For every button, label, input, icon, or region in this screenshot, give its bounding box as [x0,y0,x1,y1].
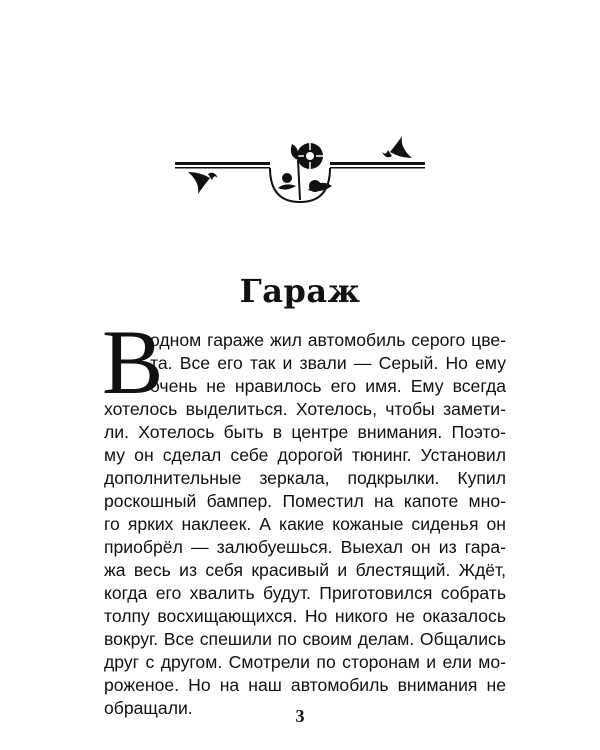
text-line: толпу восхищающихся. Но никого не оказалось [104,606,506,626]
page-title: Гараж [239,272,361,310]
text-line: та. Все его так и звали — Серый. Но ему [150,353,506,373]
text-line: роскошный бампер. Поместил на капоте мно- [104,491,506,511]
text-line: когда его хвалить будут. Приготовился собрать [104,583,506,603]
text-line: друг с другом. Смотрели по сторонам и ели мо- [104,652,506,672]
text-line: обращали. [104,698,193,718]
text-line: ли. Хотелось быть в центре внимания. Поэто- [104,422,506,442]
text-line: го ярких наклеек. А какие кожаные сиденья он [104,514,506,534]
page-number: 3 [295,706,305,726]
text-line: му он сделал себе дорогой тюнинг. Установил [104,445,506,465]
text-line: хотелось выделиться. Хотелось, чтобы замети- [104,399,506,419]
drop-cap: В [102,311,164,413]
text-line: дополнительные зеркала, подкрылки. Купил [104,468,506,488]
text-line: очень не нравилось его имя. Ему всегда [150,376,506,396]
text-line: одном гараже жил автомобиль серого цве- [150,330,506,350]
text-line: жа весь из себя красивый и блестящий. Ждёт, [104,560,506,580]
text-line: вокруг. Все спешили по своим делам. Общались [104,629,506,649]
floral-ornament-icon [170,130,430,206]
text-line: приобрёл — залюбуешься. Выехал он из гара- [104,537,506,557]
text-line: роженое. Но на наш автомобиль внимания не [104,675,506,695]
